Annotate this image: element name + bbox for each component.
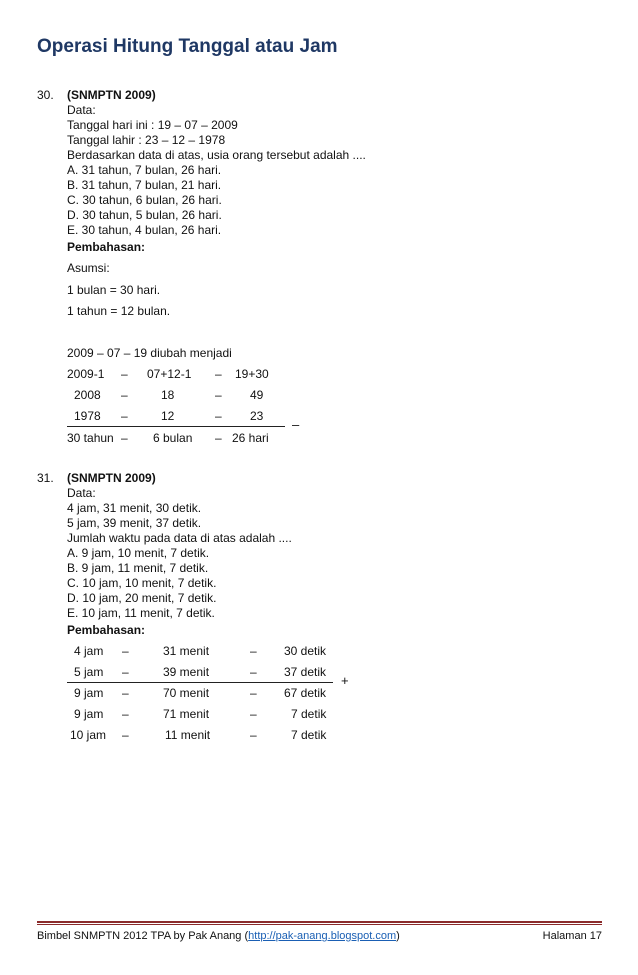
page-title: Operasi Hitung Tanggal atau Jam [37,36,338,57]
option-a: A. 9 jam, 10 menit, 7 detik. [67,546,210,560]
page-number: Halaman 17 [542,930,602,942]
calc-cell: – [250,665,257,679]
question-source: (SNMPTN 2009) [67,471,156,485]
calc-cell: 18 [161,388,175,402]
convert-text: 2009 – 07 – 19 diubah menjadi [67,346,232,360]
calc-cell: 19+30 [235,367,269,381]
question-source: (SNMPTN 2009) [67,88,156,102]
calc-cell: – [121,409,128,423]
addition-rule [67,682,333,683]
calc-cell: 70 menit [163,686,210,700]
question-number-30: 30. [37,88,54,102]
calc-row [67,728,367,744]
calc-cell: 49 [250,388,264,402]
data-label: Data: [67,103,96,117]
operator-minus: – [292,417,300,432]
calc-cell: 4 jam [74,644,104,658]
calc-row [67,686,367,702]
data-label: Data: [67,486,96,500]
question-text: Berdasarkan data di atas, usia orang tersebut adalah .... [67,148,366,162]
option-b: B. 9 jam, 11 menit, 7 detik. [67,561,209,575]
calc-cell: 6 bulan [153,431,193,445]
data-line: 4 jam, 31 menit, 30 detik. [67,501,202,515]
calc-cell: – [122,707,129,721]
operator-plus: + [341,673,349,688]
pembahasan-heading: Pembahasan: [67,623,146,637]
asumsi-line: 1 tahun = 12 bulan. [67,304,171,318]
calc-cell: 1978 [74,409,101,423]
calc-cell: – [250,728,257,742]
data-line: Tanggal lahir : 23 – 12 – 1978 [67,133,226,147]
calc-cell: – [122,728,129,742]
calc-cell: 37 detik [284,665,327,679]
calc-cell: – [250,707,257,721]
footer-text [37,930,400,942]
calc-row [67,409,367,425]
calc-cell: 26 hari [232,431,269,445]
calc-cell: 2009-1 [67,367,105,381]
calc-cell: 67 detik [284,686,327,700]
pembahasan-heading: Pembahasan: [67,240,146,254]
calc-cell: 9 jam [74,707,104,721]
calc-row [67,707,367,723]
calc-cell: 07+12-1 [147,367,192,381]
calc-cell: – [121,367,128,381]
data-line: 5 jam, 39 menit, 37 detik. [67,516,202,530]
option-d: D. 30 tahun, 5 bulan, 26 hari. [67,208,222,222]
calc-cell: 30 detik [284,644,327,658]
calc-cell: 9 jam [74,686,104,700]
calc-cell: 23 [250,409,264,423]
calc-cell: – [122,686,129,700]
calc-cell: – [122,665,129,679]
calc-cell: – [250,644,257,658]
footer-divider [37,921,602,923]
question-30 [67,88,366,238]
asumsi-label: Asumsi: [67,261,110,275]
question-text: Jumlah waktu pada data di atas adalah .... [67,531,292,545]
calc-cell: 39 menit [163,665,210,679]
calc-row [67,665,367,681]
option-e: E. 10 jam, 11 menit, 7 detik. [67,606,215,620]
calc-row [67,367,367,383]
data-line: Tanggal hari ini : 19 – 07 – 2009 [67,118,238,132]
footer-close: ) [396,930,400,942]
calc-cell: 5 jam [74,665,104,679]
footer-label: Bimbel SNMPTN 2012 TPA by Pak Anang ( [37,930,249,942]
calc-row-result [67,431,367,447]
calc-cell: 30 tahun [67,431,114,445]
calc-row [67,644,367,660]
calc-cell: 7 detik [291,728,327,742]
calc-cell: 10 jam [70,728,107,742]
calc-cell: 31 menit [163,644,210,658]
option-d: D. 10 jam, 20 menit, 7 detik. [67,591,217,605]
subtraction-rule [67,426,285,427]
calc-cell: – [215,388,222,402]
option-b: B. 31 tahun, 7 bulan, 21 hari. [67,178,222,192]
footer-divider [37,924,602,925]
calc-cell: – [215,367,222,381]
calc-cell: 71 menit [163,707,210,721]
calc-cell: 2008 [74,388,101,402]
calc-cell: 11 menit [165,728,211,742]
calc-cell: – [215,431,222,445]
calc-cell: – [121,431,128,445]
option-e: E. 30 tahun, 4 bulan, 26 hari. [67,223,222,237]
option-c: C. 10 jam, 10 menit, 7 detik. [67,576,217,590]
calc-cell: – [250,686,257,700]
calc-cell: – [121,388,128,402]
asumsi-line: 1 bulan = 30 hari. [67,283,161,297]
calc-cell: – [215,409,222,423]
calc-row [67,388,367,404]
option-c: C. 30 tahun, 6 bulan, 26 hari. [67,193,222,207]
calc-cell: 12 [161,409,175,423]
calc-cell: 7 detik [291,707,327,721]
option-a: A. 31 tahun, 7 bulan, 26 hari. [67,163,222,177]
blog-link[interactable]: http://pak-anang.blogspot.com [248,930,397,942]
calc-cell: – [122,644,129,658]
question-31 [67,471,292,621]
question-number-31: 31. [37,471,54,485]
